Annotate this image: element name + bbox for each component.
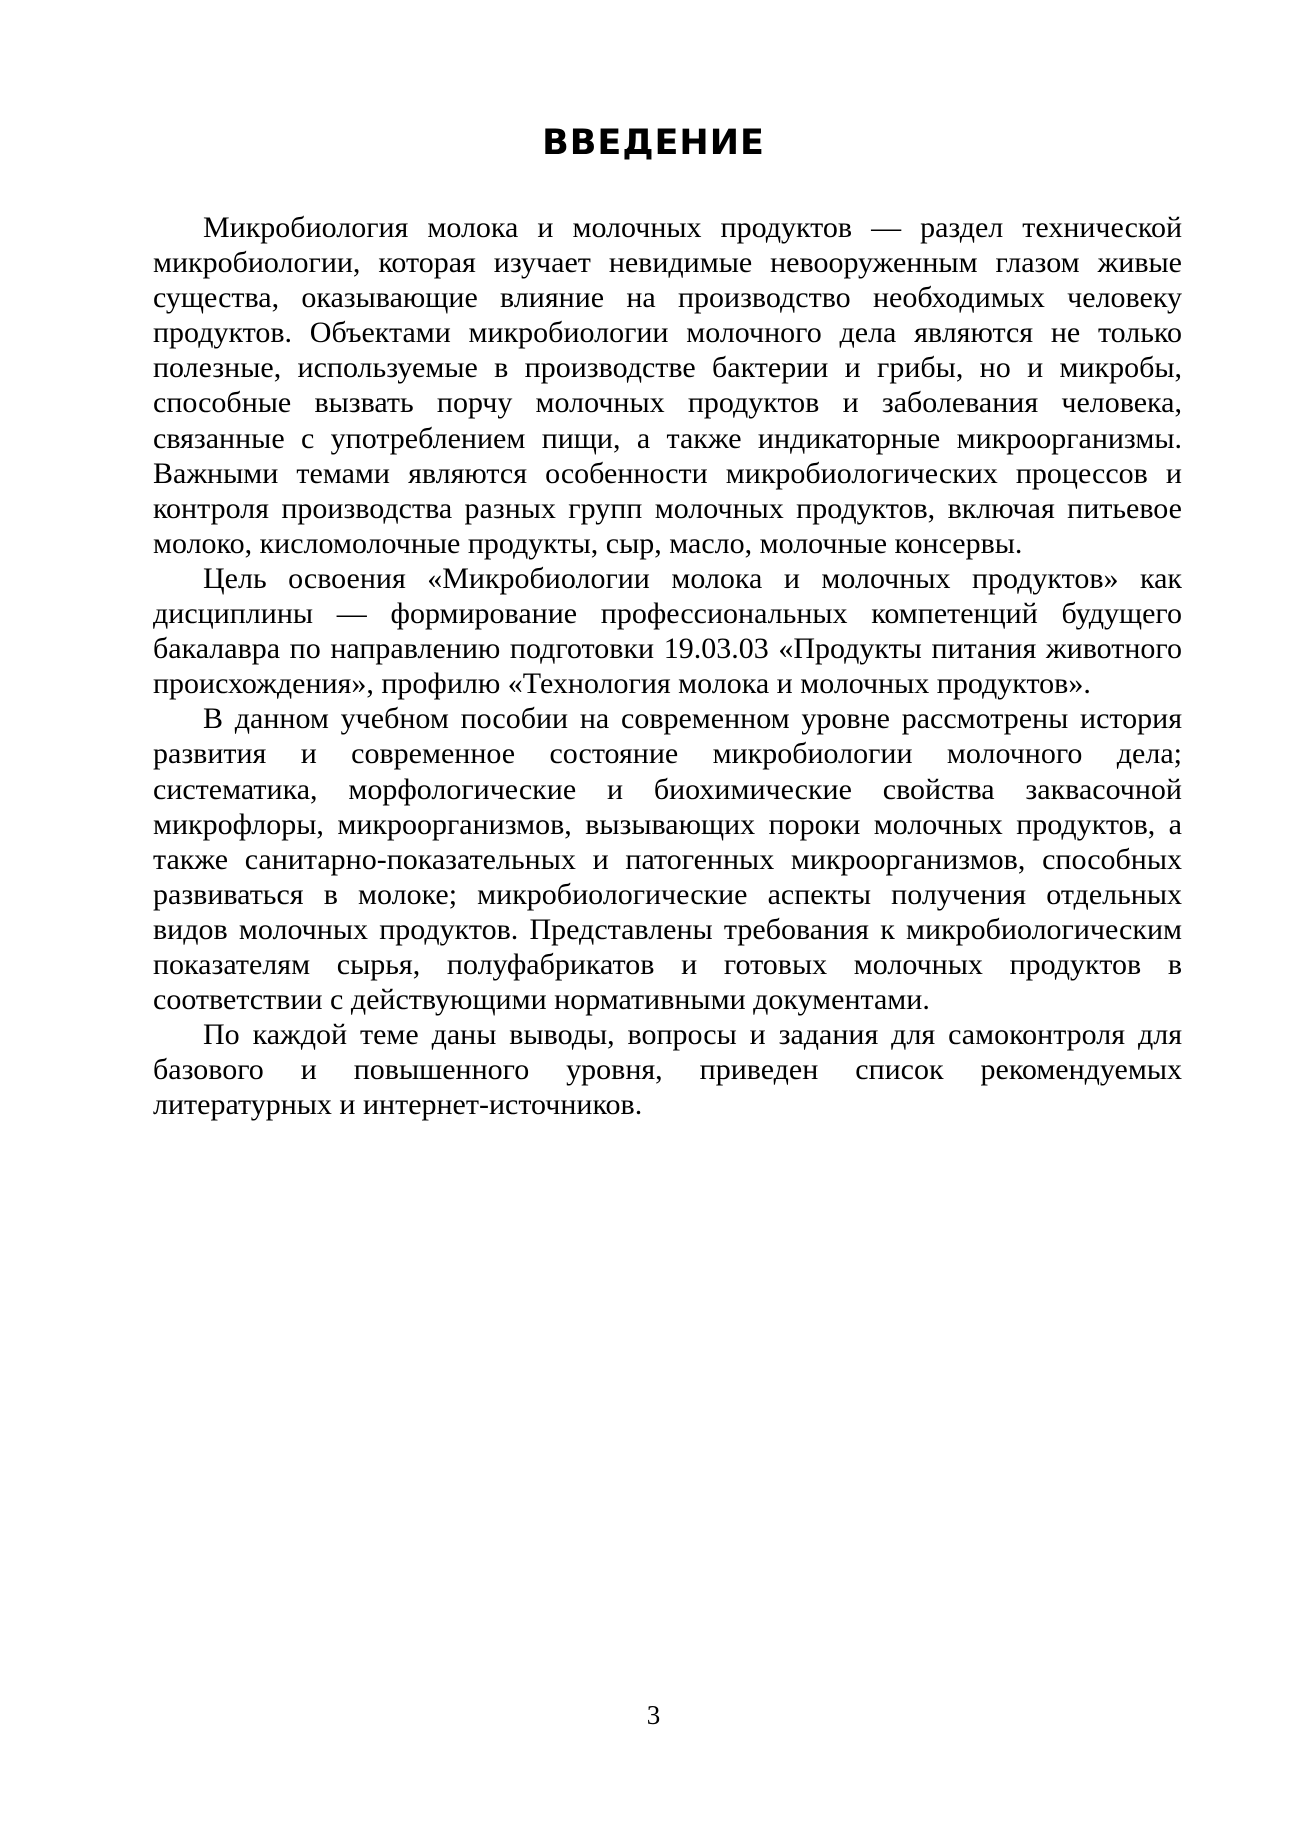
paragraph-self-control: По каждой теме даны выводы, вопросы и задания для самоконтроля для базового и повышенного уровня, приведен список рекомендуемых литературных и интернет-источников. [153,1018,1182,1122]
body-text [153,210,1182,1122]
page-title: ВВЕДЕНИЕ [542,123,765,163]
paragraph-contents: В данном учебном пособии на современном уровне рассмотрены история развития и современное состояние микробиологии молочного дела; систематика, морфологические и биохимические свойства заквасочной микрофлоры, микроорганизмов, вызывающих пороки молочных продуктов, а также санитарно-показательных и патогенных микроорганизмов, способных развиваться в молоке; микробиологические аспекты получения отдельных видов молочных продуктов. Представлены требования к микробиологическим показателям сырья, полуфабрикатов и готовых молочных продуктов в соответствии с действующими нормативными документами. [153,702,1182,1017]
paragraph-goal: Цель освоения «Микробиологии молока и молочных продуктов» как дисциплины — формирование профессиональных компетенций будущего бакалавра по направлению подготовки 19.03.03 «Продукты питания животного происхождения», профилю «Технология молока и молочных продуктов». [153,561,1182,701]
page-number: 3 [646,1700,661,1730]
paragraph-intro: Микробиология молока и молочных продуктов — раздел технической микробиологии, которая изучает невидимые невооруженным глазом живые существа, оказывающие влияние на производство необходимых человеку продуктов. Объектами микробиологии молочного дела являются не только полезные, используемые в производстве бактерии и грибы, но и микробы, способные вызвать порчу молочных продуктов и заболевания человека, связанные с употреблением пищи, а также индикаторные микроорганизмы. Важными темами являются особенности микробиологических процессов и контроля производства разных групп молочных продуктов, включая питьевое молоко, кисломолочные продукты, сыр, масло, молочные консервы. [153,211,1182,560]
